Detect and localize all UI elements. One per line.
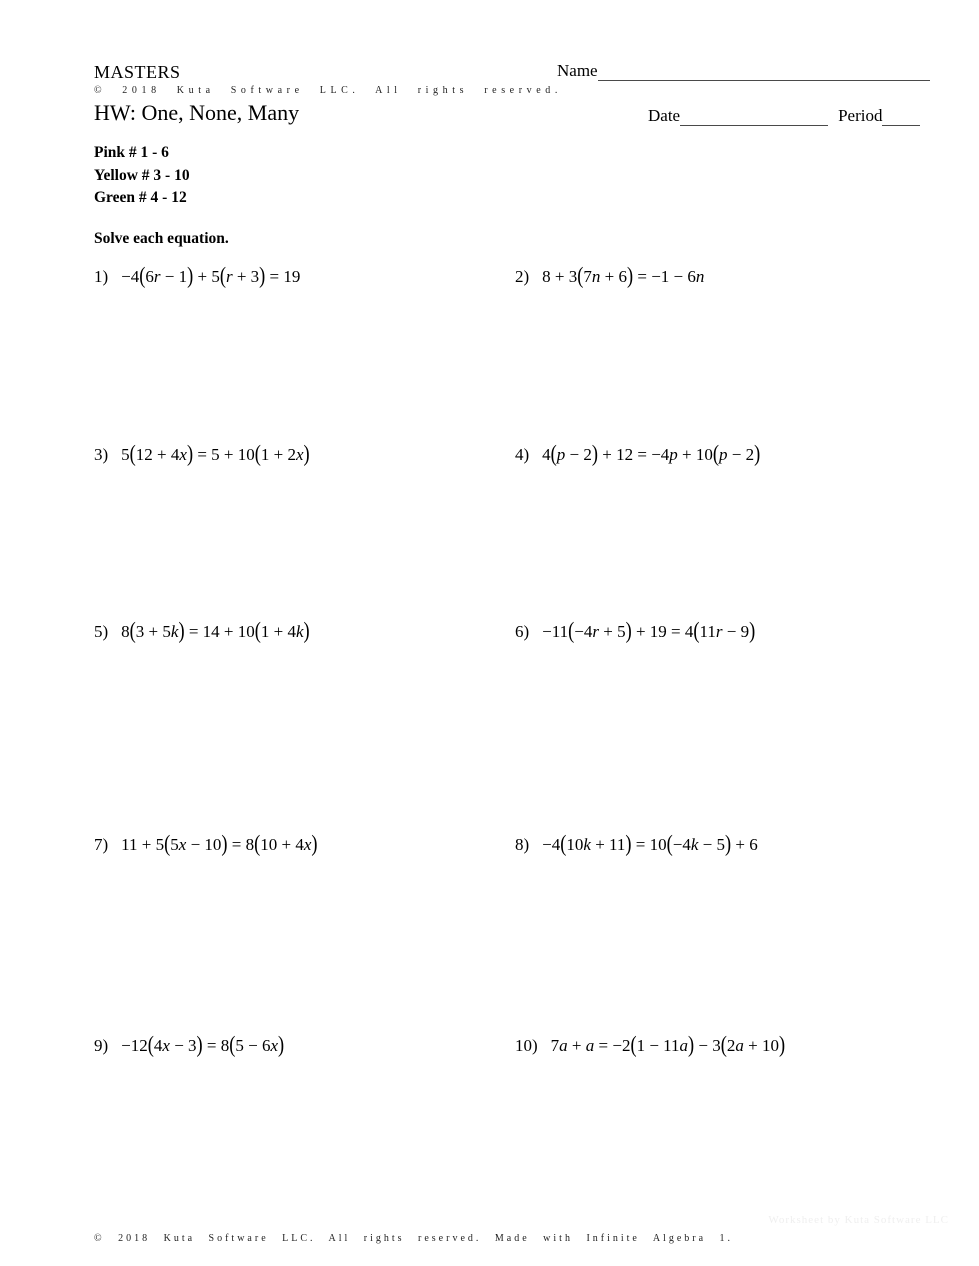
equation: 8 + 3(7n + 6) = −1 − 6n	[542, 262, 705, 289]
problem-number: 10)	[515, 1036, 538, 1055]
name-blank-line	[598, 62, 930, 81]
problem-number: 9)	[94, 1036, 109, 1055]
problem-number: 7)	[94, 835, 109, 854]
problem-number: 8)	[515, 835, 530, 854]
problem-3	[94, 440, 310, 467]
equation: −11(−4r + 5) + 19 = 4(11r − 9)	[542, 617, 756, 644]
problem-1	[94, 262, 301, 289]
equation: 11 + 5(5x − 10) = 8(10 + 4x)	[121, 830, 318, 857]
equation: −4(10k + 11) = 10(−4k − 5) + 6	[542, 830, 758, 857]
equation: −4(6r − 1) + 5(r + 3) = 19	[121, 262, 301, 289]
name-row	[557, 61, 930, 81]
assignment-green: Green # 4 - 12	[94, 189, 187, 206]
course-label: MASTERS	[94, 62, 181, 82]
period-label: Period	[838, 106, 883, 125]
equation: 4(p − 2) + 12 = −4p + 10(p − 2)	[542, 440, 761, 467]
worksheet-watermark: Worksheet by Kuta Software LLC	[768, 1214, 949, 1226]
period-blank-line	[882, 107, 920, 126]
page-title: HW: One, None, Many	[94, 100, 300, 125]
equation: 5(12 + 4x) = 5 + 10(1 + 2x)	[121, 440, 310, 467]
assignment-yellow: Yellow # 3 - 10	[94, 166, 190, 184]
problem-7	[94, 830, 318, 857]
problem-2	[515, 262, 705, 289]
equation: 8(3 + 5k) = 14 + 10(1 + 4k)	[121, 617, 310, 644]
date-blank-line	[680, 107, 828, 126]
problem-9	[94, 1031, 285, 1058]
problem-number: 6)	[515, 622, 530, 641]
equation: 7a + a = −2(1 − 11a) − 3(2a + 10)	[550, 1031, 786, 1058]
name-label: Name	[557, 61, 598, 80]
problem-number: 5)	[94, 622, 109, 641]
problem-number: 1)	[94, 267, 109, 286]
equation: −12(4x − 3) = 8(5 − 6x)	[121, 1031, 285, 1058]
problem-number: 2)	[515, 267, 530, 286]
problem-10	[515, 1031, 786, 1058]
assignment-list	[94, 142, 190, 210]
problem-number: 4)	[515, 445, 530, 464]
problem-6	[515, 617, 756, 644]
header-copyright: © 2018 Kuta Software LLC. All rights reserved.	[94, 85, 562, 96]
assignment-pink: Pink # 1 - 6	[94, 144, 169, 161]
date-period-row	[648, 106, 930, 126]
problem-4	[515, 440, 761, 467]
problem-5	[94, 617, 310, 644]
problem-number: 3)	[94, 445, 109, 464]
problem-8	[515, 830, 758, 857]
instructions-heading: Solve each equation.	[94, 230, 229, 247]
date-label: Date	[648, 106, 681, 125]
footer-copyright: © 2018 Kuta Software LLC. All rights reserved. Made with Infinite Algebra 1.	[94, 1233, 734, 1244]
